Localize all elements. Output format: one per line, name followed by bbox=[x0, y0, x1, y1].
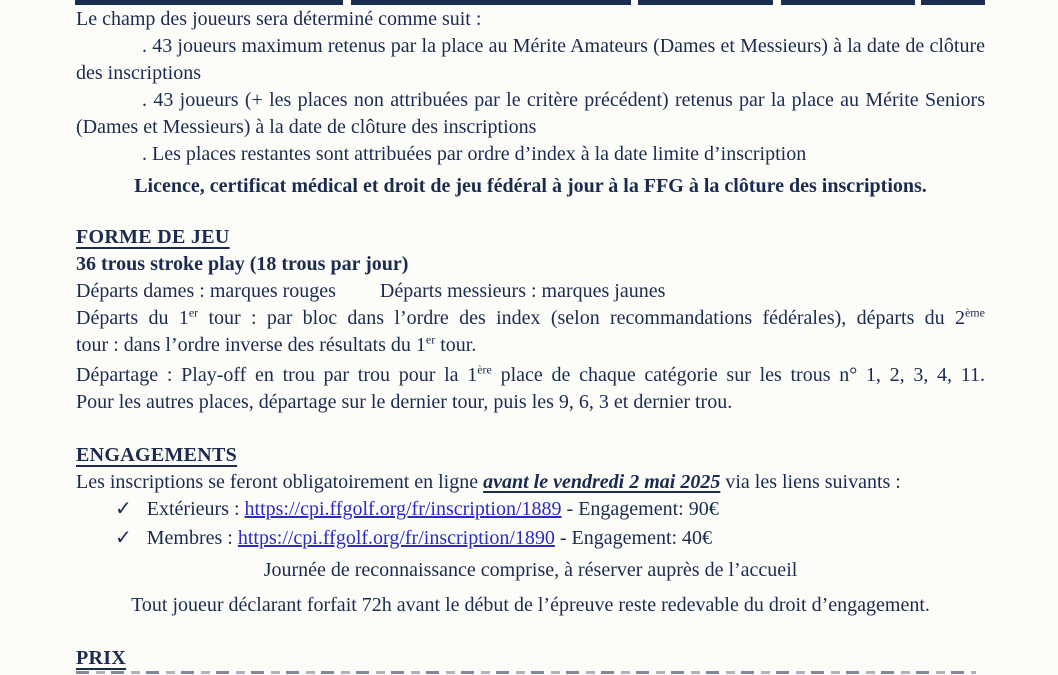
text-run: via les liens suivants : bbox=[720, 471, 901, 493]
reconnaissance-note: Journée de reconnaissance comprise, à réserver auprès de l’accueil bbox=[263, 559, 798, 581]
forfait-note: Tout joueur déclarant forfait 72h avant le début de l’épreuve reste redevable du droit d’engagement. bbox=[131, 594, 930, 616]
engagements-intro bbox=[76, 469, 985, 496]
departs-messieurs: Départs messieurs : marques jaunes bbox=[379, 280, 666, 302]
checkmark-icon: ✓ bbox=[115, 527, 132, 549]
superscript: er bbox=[188, 305, 199, 320]
field-criterion-1: . 43 joueurs maximum retenus par la place au Mérite Amateurs (Dames et Messieurs) à la date de clôture des inscriptions bbox=[76, 35, 985, 84]
departs-tour-line-1 bbox=[76, 305, 985, 332]
list-item-membres bbox=[76, 525, 985, 552]
inscription-link-membres[interactable]: https://cpi.ffgolf.org/fr/inscription/1890 bbox=[237, 527, 555, 549]
text-run: Les inscriptions se feront obligatoirement en ligne bbox=[76, 471, 484, 493]
departage-line-2: Pour les autres places, départage sur le dernier tour, puis les 9, 6, 3 et dernier trou. bbox=[76, 391, 733, 413]
text-run: tour. bbox=[435, 334, 477, 356]
field-criterion-3: . Les places restantes sont attribuées par ordre d’index à la date limite d’inscription bbox=[142, 143, 807, 165]
list-item-label: Membres : bbox=[146, 527, 238, 549]
inscription-link-exterieurs[interactable]: https://cpi.ffgolf.org/fr/inscription/1889 bbox=[244, 498, 562, 520]
superscript: ème bbox=[964, 305, 985, 320]
departs-tour-line-2 bbox=[76, 332, 985, 359]
list-item-exterieurs bbox=[76, 496, 985, 523]
field-intro-line: Le champ des joueurs sera déterminé comme suit : bbox=[76, 8, 482, 30]
cropped-next-line bbox=[76, 671, 976, 674]
text-run: Départage : Play-off en trou par trou pour la 1 bbox=[76, 364, 478, 386]
text-run: Départs du 1 bbox=[76, 307, 189, 329]
engagement-fee: - Engagement: 40€ bbox=[554, 527, 713, 549]
licence-note: Licence, certificat médical et droit de jeu fédéral à jour à la FFG à la clôture des inscriptions. bbox=[134, 175, 927, 197]
section-heading-forme-de-jeu: FORME DE JEU bbox=[76, 226, 230, 248]
superscript: er bbox=[425, 332, 436, 347]
list-item-label: Extérieurs : bbox=[146, 498, 245, 520]
superscript: ère bbox=[477, 362, 492, 377]
text-run: tour : par bloc dans l’ordre des index (selon recommandations fédérales), départs du 2 bbox=[198, 307, 965, 329]
departs-dames: Départs dames : marques rouges bbox=[76, 280, 336, 302]
section-heading-engagements: ENGAGEMENTS bbox=[76, 444, 238, 466]
field-criterion-2: . 43 joueurs (+ les places non attribuées par le critère précédent) retenus par la place au Mérite Seniors (Dames et Messieurs) à la date de clôture des inscriptions bbox=[76, 89, 985, 138]
deadline-date: avant le vendredi 2 mai 2025 bbox=[483, 471, 721, 493]
checkmark-icon: ✓ bbox=[115, 498, 132, 520]
section-heading-prix: PRIX bbox=[76, 647, 127, 669]
engagement-fee: - Engagement: 90€ bbox=[561, 498, 719, 520]
departage-line-1 bbox=[76, 362, 985, 389]
text-run: place de chaque catégorie sur les trous n° 1, 2, 3, 4, 11. bbox=[491, 364, 985, 386]
departs-line bbox=[76, 278, 985, 305]
text-run: tour : dans l’ordre inverse des résultats du 1 bbox=[76, 334, 426, 356]
document-body bbox=[76, 0, 985, 672]
format-line: 36 trous stroke play (18 trous par jour) bbox=[76, 253, 409, 275]
